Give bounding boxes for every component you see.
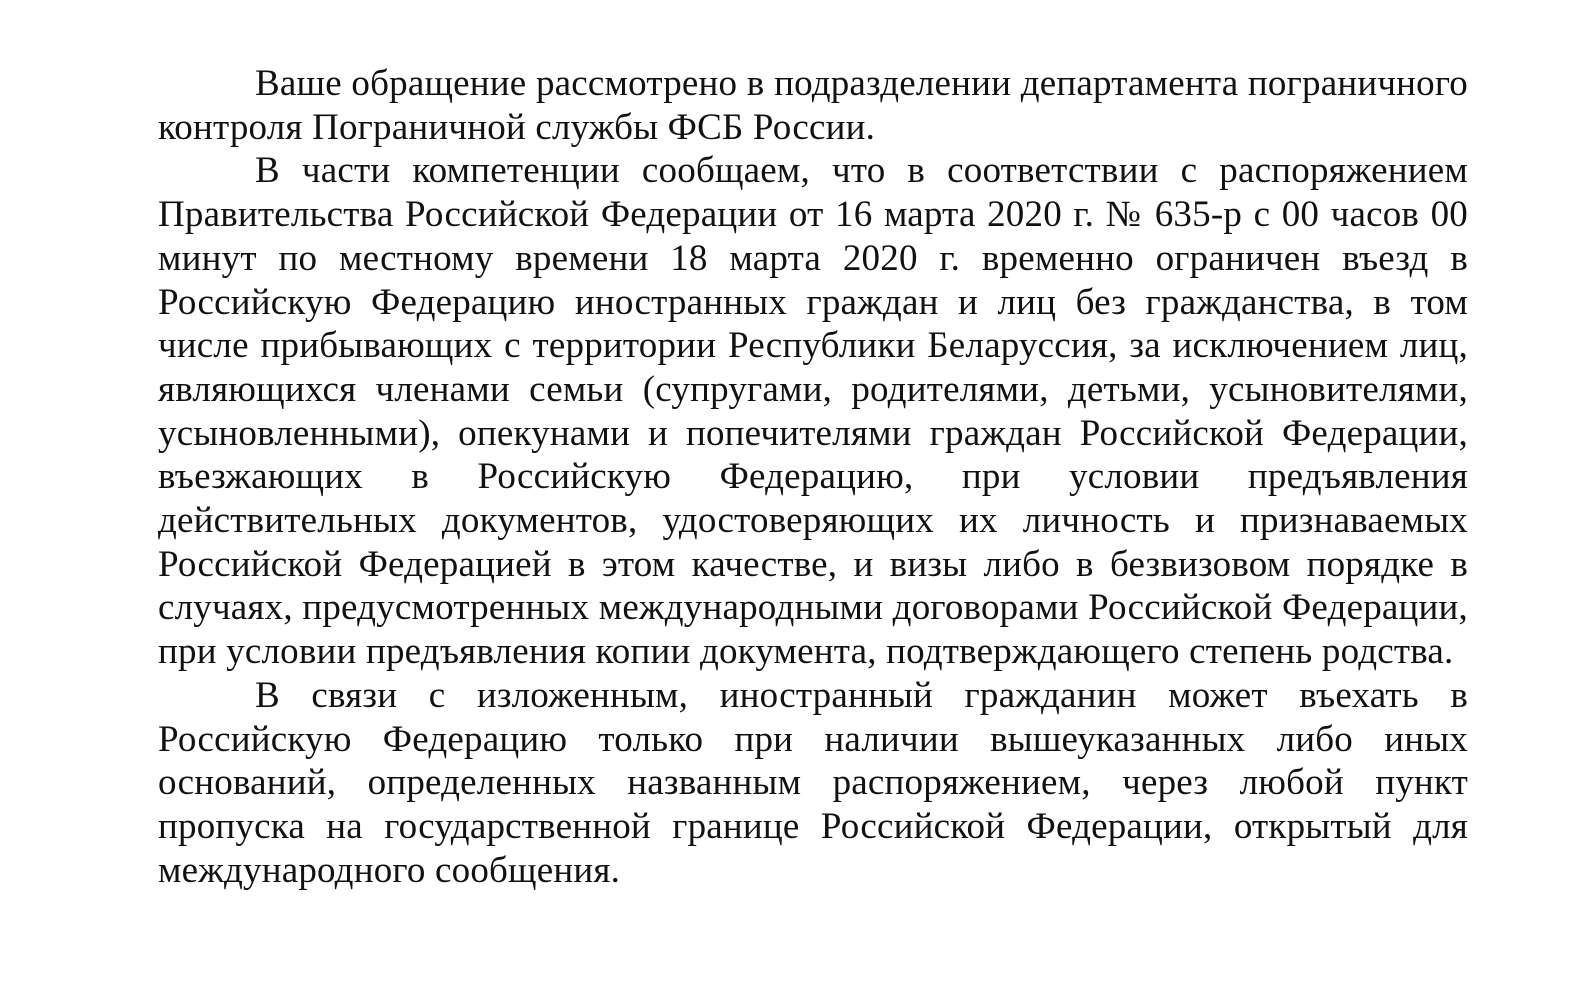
paragraph-entry-restrictions: В части компетенции сообщаем, что в соответствии с распоряжением Правительства Российской Федерации от 16 марта 2020 г. № 635-р с 00 часов 00 минут по местному времени 18 марта 2020 г. временно ограничен въезд в Российскую Федерацию иностранных граждан и лиц без гражданства, в том числе прибывающих с территории Республики Беларуссия, за исключением лиц, являющихся членами семьи (супругами, родителями, детьми, усыновителями, усыновленными), опекунами и попечителями граждан Российской Федерации, въезжающих в Российскую Федерацию, при условии предъявления действительных документов, удостоверяющих их личность и признаваемых Российской Федерацией в этом качестве, и визы либо в безвизовом порядке в случаях, предусмотренных международными договорами Российской Федерации, при условии предъявления копии документа, подтверждающего степень родства.: [158, 150, 1468, 673]
paragraph-review-notice: Ваше обращение рассмотрено в подразделении департамента пограничного контроля Пограничной службы ФСБ России.: [158, 63, 1468, 148]
paragraph-conclusion: В связи с изложенным, иностранный гражданин может въехать в Российскую Федерацию только при наличии вышеуказанных либо иных оснований, определенных названным распоряжением, через любой пункт пропуска на государственной границе Российской Федерации, открытый для международного сообщения.: [158, 674, 1468, 891]
letter-body: [158, 62, 1468, 892]
